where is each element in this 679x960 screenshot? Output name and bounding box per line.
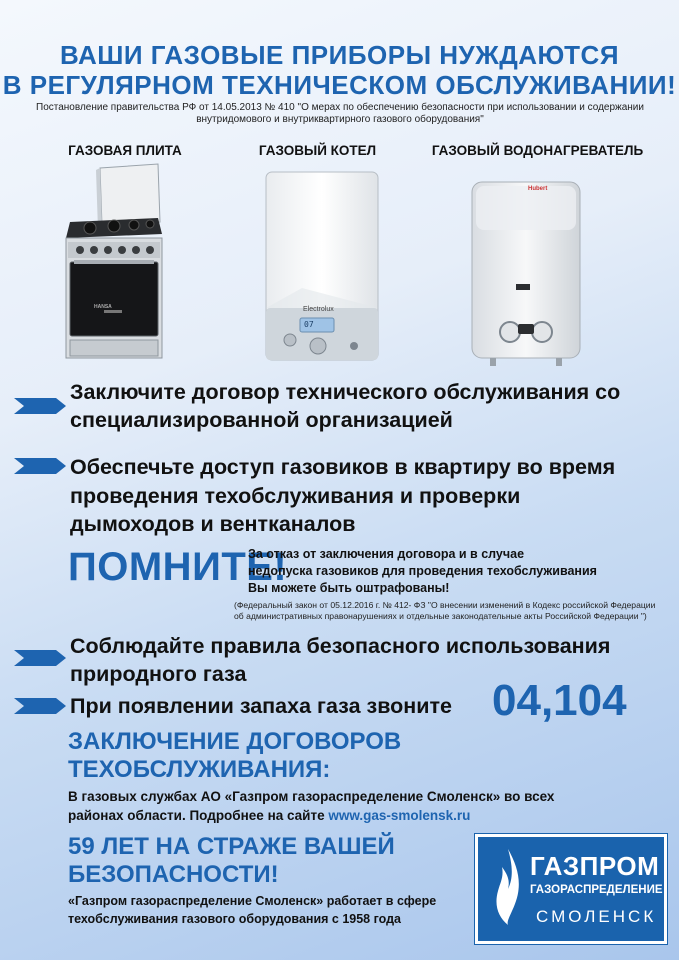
logo-line-2: ГАЗОРАСПРЕДЕЛЕНИЕ xyxy=(530,884,663,896)
anniversary-text-1: «Газпром газораспределение Смоленск» работает в сфере xyxy=(68,894,437,908)
appliance-label-boiler: ГАЗОВЫЙ КОТЕЛ xyxy=(258,143,377,158)
bullet-3-line-2: природного газа xyxy=(70,662,247,686)
decree-note: Постановление правительства РФ от 14.05.2013 № 410 "О мерах по обеспечению безопасности при использовании и содержании внутридомового и внутриквартирного газового оборудования" xyxy=(36,102,644,125)
gas-stove-image xyxy=(62,160,167,365)
bullet-1-line-1: Заключите договор технического обслуживания со xyxy=(70,380,621,404)
boiler-brand: Electrolux xyxy=(303,306,334,313)
water-heater-image xyxy=(470,172,582,368)
contracts-text-1: В газовых службах АО «Газпром газораспределение Смоленск» во всех xyxy=(68,789,555,804)
anniversary-title-2: БЕЗОПАСНОСТИ! xyxy=(68,861,279,888)
gazprom-logo xyxy=(475,834,667,944)
bullet-2-line-2: проведения техобслуживания и проверки xyxy=(70,484,521,508)
arrow-bullet-icon xyxy=(14,650,66,666)
logo-line-1: ГАЗПРОМ xyxy=(530,851,660,881)
contracts-title-2: ТЕХОБСЛУЖИВАНИЯ: xyxy=(68,756,331,783)
flame-icon xyxy=(488,847,528,927)
boiler-display: 07 xyxy=(304,320,314,329)
bullet-1-line-2: специализированной организацией xyxy=(70,408,453,432)
appliance-label-stove: ГАЗОВАЯ ПЛИТА xyxy=(68,143,182,158)
remember-line-1: За отказ от заключения договора и в случае xyxy=(248,547,525,561)
arrow-bullet-icon xyxy=(14,458,66,474)
remember-title: ПОМНИТЕ! xyxy=(68,545,288,589)
gas-boiler-image xyxy=(262,168,382,364)
bullet-4-text: При появлении запаха газа звоните xyxy=(70,694,452,718)
remember-line-3: Вы можете быть оштрафованы! xyxy=(248,581,450,595)
remember-line-2: недопуска газовиков для проведения техобслуживания xyxy=(248,564,597,578)
stove-brand: HANSA xyxy=(94,304,112,310)
arrow-bullet-icon xyxy=(14,698,66,714)
contracts-text-2: районах области. Подробнее на сайте xyxy=(68,808,329,823)
headline-line-1: ВАШИ ГАЗОВЫЕ ПРИБОРЫ НУЖДАЮТСЯ xyxy=(59,40,620,70)
arrow-bullet-icon xyxy=(14,398,66,414)
website-link[interactable]: www.gas-smolensk.ru xyxy=(328,808,471,823)
emergency-phone: 04,104 xyxy=(492,676,627,725)
law-line-2: об административных правонарушениях и отдельные законодательные акты Российской Федерации ") xyxy=(234,611,647,621)
logo-line-3: СМОЛЕНСК xyxy=(536,907,657,926)
water-heater-brand: Hubert xyxy=(528,186,548,192)
anniversary-title-1: 59 ЛЕТ НА СТРАЖЕ ВАШЕЙ xyxy=(68,833,395,860)
bullet-3-line-1: Соблюдайте правила безопасного использования xyxy=(70,634,611,658)
bullet-2-line-1: Обеспечьте доступ газовиков в квартиру во время xyxy=(70,455,616,479)
law-line-1: (Федеральный закон от 05.12.2016 г. № 412- ФЗ "О внесении изменений в Кодекс российской Федерации xyxy=(234,600,656,610)
anniversary-text-2: техобслуживания газового оборудования с 1958 года xyxy=(68,912,401,926)
appliance-label-water-heater: ГАЗОВЫЙ ВОДОНАГРЕВАТЕЛЬ xyxy=(431,143,644,158)
headline-line-2: В РЕГУЛЯРНОМ ТЕХНИЧЕСКОМ ОБСЛУЖИВАНИИ! xyxy=(2,70,677,100)
contracts-title-1: ЗАКЛЮЧЕНИЕ ДОГОВОРОВ xyxy=(68,728,402,755)
bullet-2-line-3: дымоходов и вентканалов xyxy=(70,512,356,536)
